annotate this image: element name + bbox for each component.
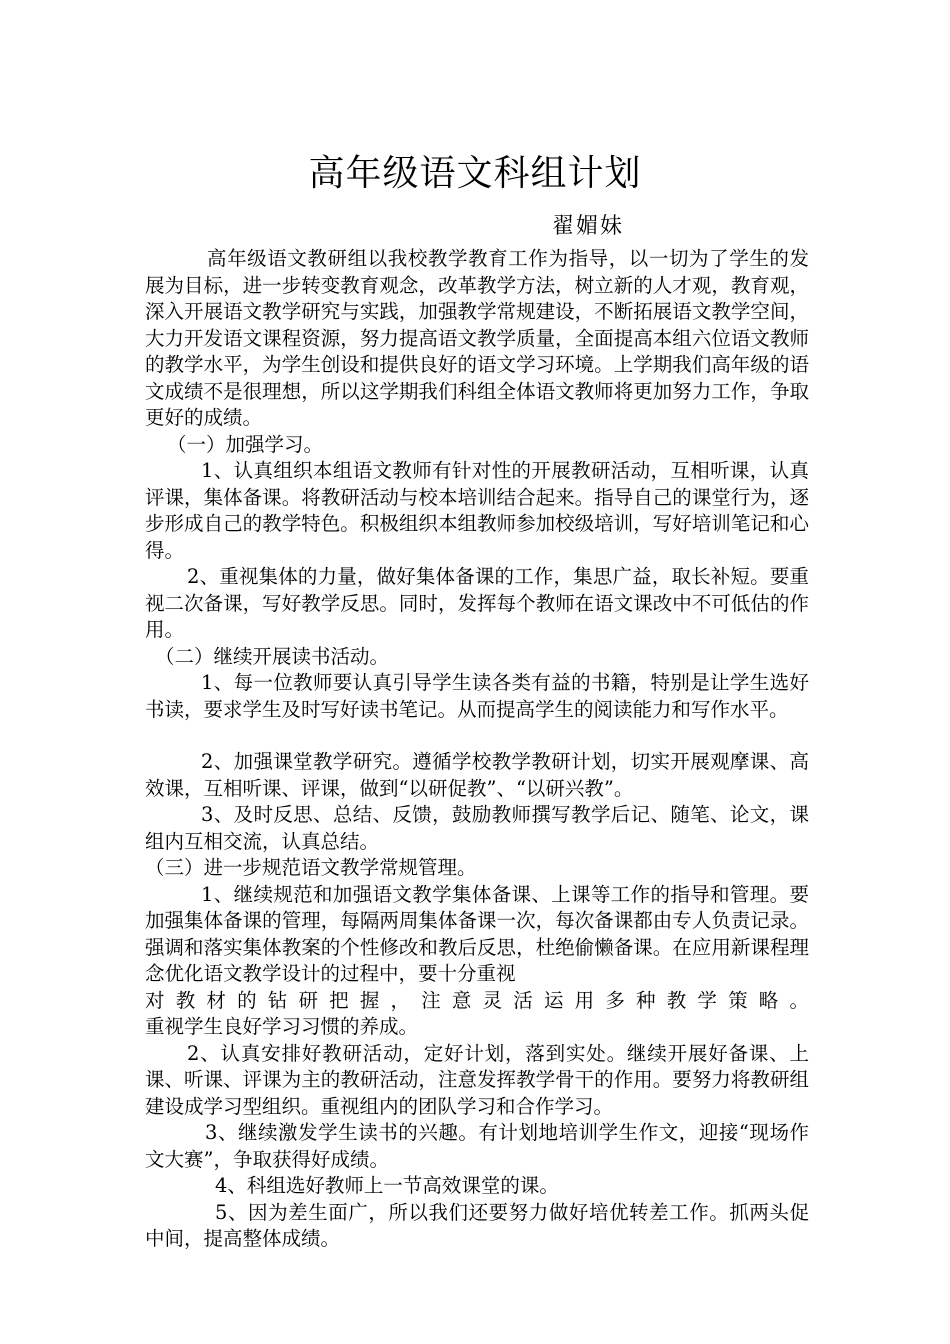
document-title: 高年级语文科组计划 (308, 153, 642, 194)
document-author: 翟媚妹 (552, 214, 625, 239)
blank-line (145, 723, 809, 749)
section-3-item-4: 4、科组选好教师上一节高效课堂的课。 (215, 1174, 559, 1197)
section-1-item-2: 2、重视集体的力量，做好集体备课的工作，集思广益，取长补短。要重视二次备课，写好教学反思。同时，发挥每个教师在语文课改中不可低估的作用。 (145, 565, 809, 641)
section-2-heading: （二）继续开展读书活动。 (155, 644, 390, 668)
section-3-item-1 (145, 882, 809, 988)
document-body (145, 246, 809, 1253)
intro-paragraph: 高年级语文教研组以我校教学教育工作为指导，以一切为了学生的发展为目标，进一步转变教育观念，改革教学方法，树立新的人才观，教育观，深入开展语文教学研究与实践，加强教学常规建设，不断拓展语文教学空间，大力开发语文课程资源，努力提高语文教学质量，全面提高本组六位语文教师的教学水平，为学生创设和提供良好的语文学习环境。上学期我们高年级的语文成绩不是很理想，所以这学期我们科组全体语文教师将更加努力工作，争取更好的成绩。 (145, 247, 809, 429)
section-3-item-1-text: 1、继续规范和加强语文教学集体备课、上课等工作的指导和管理。要加强集体备课的管理，每隔两周集体备课一次，每次备课都由专人负责记录。强调和落实集体教案的个性修改和教后反思，杜绝偷懒备课。在应用新课程理念优化语文教学设计的过程中，要十分重视 (145, 882, 809, 985)
section-2-item-1: 1、每一位教师要认真引导学生读各类有益的书籍，特别是让学生选好书读，要求学生及时写好读书笔记。从而提高学生的阅读能力和写作水平。 (145, 671, 809, 721)
section-3-heading: （三）进一步规范语文教学常规管理。 (145, 856, 477, 879)
section-2-item-3: 3、及时反思、总结、反馈，鼓励教师撰写教学后记、随笔、论文，课组内互相交流，认真总结。 (145, 803, 809, 853)
section-3-item-2: 2、认真安排好教研活动，定好计划，落到实处。继续开展好备课、上课、听课、评课为主的教研活动，注意发挥教学骨干的作用。要努力将教研组建设成学习型组织。重视组内的团队学习和合作学习。 (145, 1041, 809, 1118)
section-3-item-1-spaced-line: 对教材的钻研把握，注意灵活运用多种教学策略。 (145, 988, 809, 1012)
section-1-heading: （一）加强学习。 (167, 432, 324, 456)
section-3-item-5: 5、因为差生面广，所以我们还要努力做好培优转差工作。抓两头促中间，提高整体成绩。 (145, 1200, 809, 1250)
section-1-item-1: 1、认真组织本组语文教师有针对性的开展教研活动，互相听课，认真评课，集体备课。将教研活动与校本培训结合起来。指导自己的课堂行为，逐步形成自己的教学特色。积极组织本组教师参加校级培训，写好培训笔记和心得。 (145, 459, 809, 562)
section-3-item-3: 3、继续激发学生读书的兴趣。有计划地培训学生作文，迎接“现场作文大赛”，争取获得好成绩。 (145, 1121, 809, 1171)
section-3-item-1-tail: 重视学生良好学习习惯的养成。 (145, 1015, 419, 1038)
section-2-item-2: 2、加强课堂教学研究。遵循学校教学教研计划，切实开展观摩课、高效课，互相听课、评课，做到“以研促教”、“以研兴教”。 (145, 750, 809, 800)
